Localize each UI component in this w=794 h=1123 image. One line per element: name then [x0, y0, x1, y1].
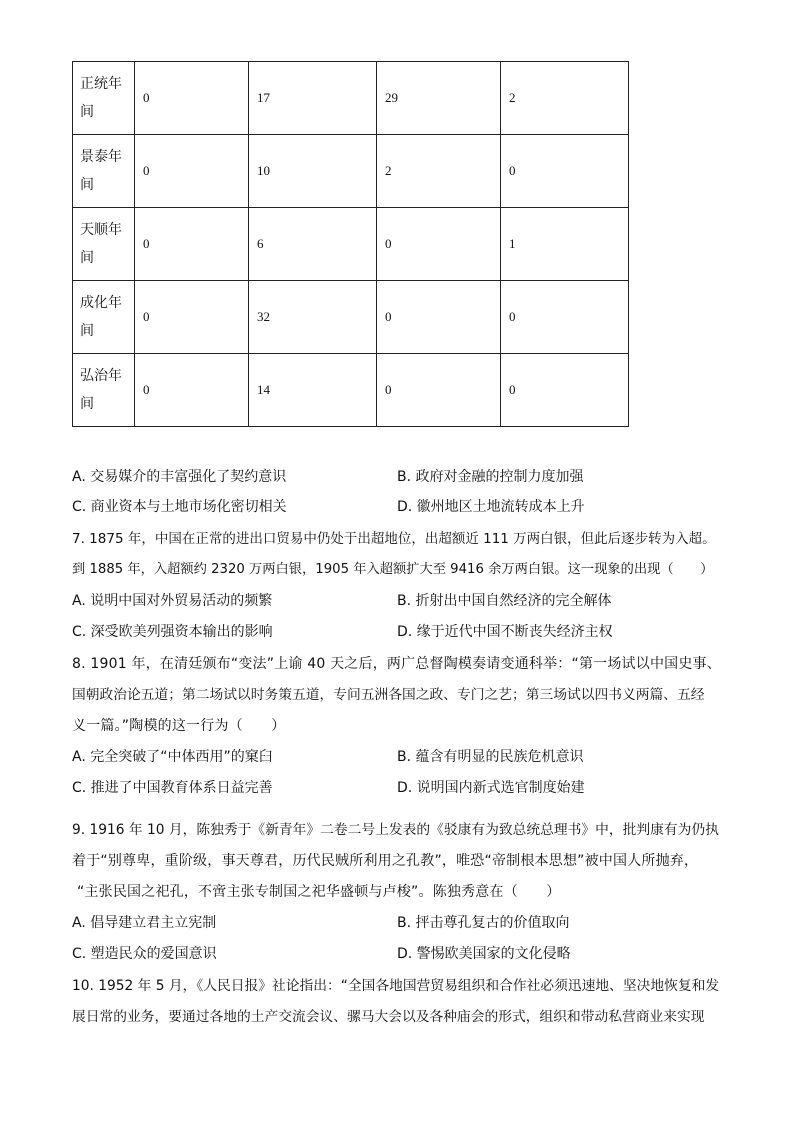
- q7-stem-line: 到 1885 年，入超额约 2320 万两白银，1905 年入超额扩大至 9416 余万两白银。这一现象的出现（ ）: [72, 562, 714, 577]
- q7-stem-line: 7. 1875 年，中国在正常的进出口贸易中仍处于出超地位，出超额近 111 万两白银，但此后逐步转为入超。: [72, 531, 716, 547]
- q8-option-a: A. 完全突破了“中体西用”的窠臼: [72, 749, 273, 765]
- table-cell: 29: [377, 62, 501, 135]
- table-cell: 6: [249, 208, 377, 281]
- q8-option-d: D. 说明国内新式选官制度始建: [397, 780, 585, 796]
- table-cell: 0: [135, 135, 249, 208]
- q7-option-d: D. 缘于近代中国不断丧失经济主权: [397, 624, 613, 640]
- table-cell: 0: [135, 354, 249, 427]
- table-cell: 0: [377, 208, 501, 281]
- period-cell: 成化年 间: [73, 281, 135, 354]
- table-cell: 10: [249, 135, 377, 208]
- table-row: [73, 135, 629, 208]
- period-cell: 景泰年 间: [73, 135, 135, 208]
- table-row: [73, 281, 629, 354]
- q8-stem-line: 8. 1901 年，在清廷颁布“变法”上谕 40 天之后，两广总督陶模奏请变通科举：“第一场试以中国史事、: [72, 656, 721, 672]
- q9-option-d: D. 警惕欧美国家的文化侵略: [397, 946, 571, 962]
- table-cell: 0: [377, 354, 501, 427]
- table-cell: 2: [377, 135, 501, 208]
- q8-option-c: C. 推进了中国教育体系日益完善: [72, 780, 273, 796]
- table-cell: 14: [249, 354, 377, 427]
- q7-option-c: C. 深受欧美列强资本输出的影响: [72, 624, 273, 640]
- table-cell: 0: [501, 354, 629, 427]
- table-cell: 0: [135, 208, 249, 281]
- table-cell: 1: [501, 208, 629, 281]
- period-cell: 正统年 间: [73, 62, 135, 135]
- q10-stem-line: 展日常的业务，要通过各地的土产交流会议、骡马大会以及各种庙会的形式，组织和带动私营商业来实现: [72, 1009, 705, 1025]
- period-cell: 天顺年 间: [73, 208, 135, 281]
- table-cell: 0: [501, 135, 629, 208]
- q9-stem-line: 9. 1916 年 10 月，陈独秀于《新青年》二卷二号上发表的《驳康有为致总统总理书》中，批判康有为仍执: [72, 822, 719, 838]
- q8-option-b: B. 蕴含有明显的民族危机意识: [397, 749, 584, 765]
- table-row: [73, 208, 629, 281]
- q10-stem-line: 10. 1952 年 5 月，《人民日报》社论指出：“全国各地国营贸易组织和合作社必须迅速地、坚决地恢复和发: [72, 978, 720, 994]
- q9-stem-line: “主张民国之祀孔，不啻主张专制国之祀华盛顿与卢梭”。陈独秀意在（ ）: [77, 884, 561, 900]
- q8-stem-line: 国朝政治论五道；第二场试以时务策五道，专问五洲各国之政、专门之艺；第三场试以四书义两篇、五经: [72, 687, 705, 703]
- q9-option-c: C. 塑造民众的爱国意识: [72, 946, 217, 962]
- q7-option-b: B. 折射出中国自然经济的完全解体: [397, 593, 612, 609]
- table-row: [73, 62, 629, 135]
- q9-option-a: A. 倡导建立君主立宪制: [72, 915, 217, 931]
- q7-option-a: A. 说明中国对外贸易活动的频繁: [72, 593, 273, 609]
- table-cell: 17: [249, 62, 377, 135]
- q9-option-b: B. 抨击尊孔复古的价值取向: [397, 915, 570, 931]
- table-cell: 0: [135, 281, 249, 354]
- q6-option-a: A. 交易媒介的丰富强化了契约意识: [72, 469, 287, 485]
- q9-stem-line: 着于“别尊卑，重阶级，事天尊君，历代民贼所利用之孔教”，唯恐“帝制根本思想”被中国人所抛弃，: [72, 853, 699, 869]
- table-cell: 0: [501, 281, 629, 354]
- q6-option-d: D. 徽州地区土地流转成本上升: [397, 499, 585, 515]
- data-table: [72, 61, 629, 427]
- table-row: [73, 354, 629, 427]
- period-cell: 弘治年 间: [73, 354, 135, 427]
- table-cell: 2: [501, 62, 629, 135]
- q8-stem-line: 义一篇。”陶模的这一行为（ ）: [72, 718, 286, 734]
- q6-option-b: B. 政府对金融的控制力度加强: [397, 469, 584, 485]
- table-cell: 0: [377, 281, 501, 354]
- table-cell: 32: [249, 281, 377, 354]
- table-cell: 0: [135, 62, 249, 135]
- q6-option-c: C. 商业资本与土地市场化密切相关: [72, 499, 287, 515]
